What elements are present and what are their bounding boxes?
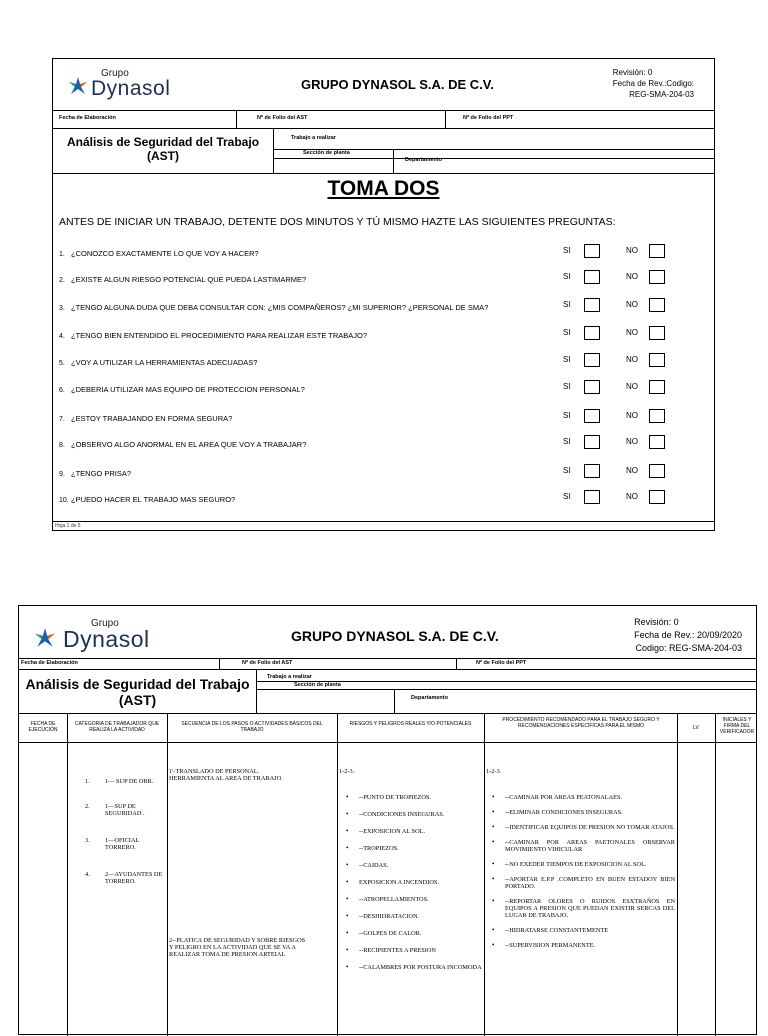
risk-item: • --DESHIDRATACION. (341, 913, 483, 920)
ast-title-line1: Análisis de Seguridad del Trabajo (66, 135, 260, 149)
dynasol-star-icon (67, 75, 89, 97)
question-9 (59, 469, 131, 478)
risk-item: • --RECIPIENTES A PRESION (341, 947, 483, 954)
no-label: NO (626, 466, 638, 475)
logo-grupo-text: Grupo (91, 618, 119, 629)
si-label: SI (563, 300, 571, 309)
logo-grupo-text: Grupo (101, 68, 129, 79)
seccion-label: Sección de planta (294, 682, 341, 688)
question-text: ¿ESTOY TRABAJANDO EN FORMA SEGURA? (71, 414, 233, 423)
risk-item: • --CALAMBRES POR POSTURA INCOMODA (341, 964, 483, 971)
category-number: 4. (85, 871, 90, 878)
procedure-ref: 1-2-3. (486, 768, 502, 775)
si-label: SI (563, 328, 571, 337)
si-checkbox-10[interactable] (584, 490, 600, 504)
header-fecha-ejecucion: FECHA DE EJECUCIÓN (28, 721, 58, 733)
trabajo-label: Trabajo a realizar (291, 135, 336, 141)
procedure-item: • --HIDRATARSE CONSTANTEMENTE (487, 927, 675, 934)
no-checkbox-2[interactable] (649, 270, 665, 284)
risk-item: • --CAIDAS. (341, 862, 483, 869)
si-checkbox-1[interactable] (584, 244, 600, 258)
question-number: 3. (59, 305, 65, 312)
risk-item: • --ATROPELLAMIENTOS. (341, 896, 483, 903)
question-4 (59, 331, 367, 340)
no-label: NO (626, 492, 638, 501)
revision-text: Revisión: 0 (612, 68, 653, 77)
procedure-item: • --IDENTIFICAR EQUIPOS DE PRESION NO TOMAR ATAJOS. (487, 824, 675, 831)
procedure-item: • --CAMINAR POR AREAS PAETONALES OBSERVAR MOVIMIENTO VIHICULAR (487, 839, 675, 853)
category-item (85, 871, 167, 885)
no-label: NO (626, 411, 638, 420)
no-label: NO (626, 300, 638, 309)
si-checkbox-2[interactable] (584, 270, 600, 284)
risk-item: • --PUNTO DE TROPIEZOS. (341, 794, 483, 801)
no-checkbox-1[interactable] (649, 244, 665, 258)
si-checkbox-9[interactable] (584, 464, 600, 478)
question-text: ¿DEBERIA UTILIZAR MAS EQUIPO DE PROTECCION PERSONAL? (71, 385, 305, 394)
procedure-item: • --NO EXEDER TIEMPOS DE EXPOSICION AL SOL. (487, 861, 675, 868)
procedure-item: • --ELIMINAR CONDICIONES INSEGURAS. (487, 809, 675, 816)
no-label: NO (626, 437, 638, 446)
seccion-label: Sección de planta (303, 150, 350, 156)
risk-item: • --EXPOSICION AL SOL. (341, 828, 483, 835)
departamento-label: Departamento (405, 157, 442, 163)
category-number: 1. (85, 778, 90, 785)
si-checkbox-6[interactable] (584, 380, 600, 394)
question-1 (59, 249, 259, 258)
category-text: 1— SUP DE OBR. (105, 778, 154, 785)
folio-ppt-label: Nº de Folio del PPT (476, 660, 527, 666)
departamento-label: Departamento (411, 695, 448, 701)
category-item (85, 778, 167, 785)
category-item (85, 837, 167, 851)
question-number: 6. (59, 387, 65, 394)
no-checkbox-5[interactable] (649, 353, 665, 367)
si-checkbox-4[interactable] (584, 326, 600, 340)
logo-dynasol-text: Dynasol (63, 626, 150, 652)
category-text: 2—AYUDANTES DE TORRERO. (105, 871, 163, 885)
risk-item: • --GOLPES DE CALOR. (341, 930, 483, 937)
question-number: 7. (59, 416, 65, 423)
question-text: ¿TENGO ALGUNA DUDA QUE DEBA CONSULTAR CON: ¿MIS COMPAÑEROS? ¿MI SUPERIOR? ¿PERSONAL DE SMA? (71, 303, 489, 312)
folio-ast-label: Nº de Folio del AST (242, 660, 293, 666)
si-label: SI (563, 492, 571, 501)
question-text: ¿TENGO BIEN ENTENDIDO EL PROCEDIMIENTO PARA REALIZAR ESTE TRABAJO? (71, 331, 368, 340)
question-number: 8. (59, 442, 65, 449)
question-number: 10. (59, 497, 69, 504)
no-checkbox-8[interactable] (649, 435, 665, 449)
procedure-item: • --CAMINAR POR AREAS PEATONALAES. (487, 794, 675, 801)
code-text: Codigo: REG-SMA-204-03 (635, 643, 742, 653)
procedure-item: • --REPORTAR OLORES O RUIDOS ESXTRAÑOS EN EQUIPOS A PRESION QUE PUEDAN EXISTIR SERCAS DEL LUGAR DE TRABAJO. (487, 898, 675, 919)
si-checkbox-5[interactable] (584, 353, 600, 367)
no-checkbox-3[interactable] (649, 298, 665, 312)
question-text: ¿TENGO PRISA? (71, 469, 132, 478)
revision-block (634, 616, 742, 655)
no-checkbox-9[interactable] (649, 464, 665, 478)
category-text: 1—SUP DE SEGURIDAD . (105, 803, 145, 817)
rev-date-text: Fecha de Rev.: 20/09/2020 (634, 630, 742, 640)
risk-ref: 1-2-3. (339, 768, 355, 775)
question-text: ¿CONOZCO EXACTAMENTE LO QUE VOY A HACER? (71, 249, 259, 258)
no-label: NO (626, 355, 638, 364)
category-number: 2. (85, 803, 90, 810)
si-label: SI (563, 382, 571, 391)
no-label: NO (626, 328, 638, 337)
header-verificador: INICIALES Y FIRMA DEL VERIFICADOR (719, 717, 755, 735)
company-name: GRUPO DYNASOL S.A. DE C.V. (291, 628, 499, 644)
no-checkbox-6[interactable] (649, 380, 665, 394)
ast-title (19, 676, 256, 708)
fecha-elaboracion-label: Fecha de Elaboración (59, 115, 116, 121)
category-item (85, 803, 167, 817)
question-6 (59, 385, 305, 394)
si-label: SI (563, 466, 571, 475)
question-10 (59, 495, 235, 504)
no-checkbox-10[interactable] (649, 490, 665, 504)
header-riesgos: RIESGOS Y PELIGROS REALES Y/O POTENCIALES (349, 721, 472, 727)
company-name: GRUPO DYNASOL S.A. DE C.V. (301, 77, 494, 92)
header-lv: LV (693, 725, 699, 731)
si-label: SI (563, 355, 571, 364)
header-categoria: CATEGORIA DE TRABAJADOR QUE REALIZA LA ACTIVIDAD (74, 721, 160, 733)
si-label: SI (563, 272, 571, 281)
question-text: ¿VOY A UTILIZAR LA HERRAMIENTAS ADECUADAS? (71, 358, 258, 367)
question-text: ¿EXISTE ALGUN RIESGO POTENCIAL QUE PUEDA LASTIMARME? (71, 275, 307, 284)
no-label: NO (626, 246, 638, 255)
rev-date-text: Fecha de Rev.:Codigo: (612, 79, 694, 88)
no-label: NO (626, 272, 638, 281)
risk-item: • EXPOSICION A INCENDIOS. (341, 879, 483, 886)
fecha-elaboracion-label: Fecha de Elaboración (21, 660, 78, 666)
ast-title-line1: Análisis de Seguridad del Trabajo (25, 676, 250, 692)
si-checkbox-8[interactable] (584, 435, 600, 449)
no-label: NO (626, 382, 638, 391)
no-checkbox-7[interactable] (649, 409, 665, 423)
risk-item: • --CONDICIONES INSEGURAS. (341, 811, 483, 818)
revision-text: Revisión: 0 (634, 617, 679, 627)
dynasol-star-icon (33, 626, 57, 650)
question-5 (59, 358, 257, 367)
si-checkbox-3[interactable] (584, 298, 600, 312)
procedure-item: • --SUPERVISION PERMANENTE. (487, 942, 675, 949)
revision-block (613, 67, 694, 100)
page-footer: Hoja 1 de 5 (55, 523, 81, 529)
trabajo-label: Trabajo a realizar (267, 674, 312, 680)
question-number: 1. (59, 251, 65, 258)
step-1-text: 1'-TRANSLADO DE PERSONAL. HERRAMIENTA AL AREA DE TRABAJO. (169, 768, 283, 782)
risk-list (341, 794, 483, 971)
si-label: SI (563, 437, 571, 446)
category-number: 3. (85, 837, 90, 844)
question-7 (59, 414, 232, 423)
header-procedimiento: PROCEDIMIENTO RECOMENDADO PARA EL TRABAJO SEGURO Y RECOMENDACIONES ESPECÍFICAS PARA EL MISMO (502, 717, 660, 729)
question-text: ¿OBSERVO ALGO ANORMAL EN EL AREA QUE VOY A TRABAJAR? (71, 440, 307, 449)
ast-title-line2: (AST) (147, 149, 179, 163)
logo-dynasol-text: Dynasol (91, 77, 171, 100)
category-list (85, 778, 167, 885)
ast-title-line2: (AST) (118, 692, 157, 708)
folio-ppt-label: Nº de Folio del PPT (463, 115, 514, 121)
risk-item: • --TROPIEZOS. (341, 845, 483, 852)
toma-dos-title: TOMA DOS (327, 177, 440, 200)
si-checkbox-7[interactable] (584, 409, 600, 423)
folio-ast-label: Nº de Folio del AST (257, 115, 308, 121)
step-2-text: 2--PLATICA DE SEGURIDAD Y SOBRE RIESGOS Y PELIGRO EN LA ACTIVIDAD QUE SE VA A REALIZAR TOMA DE PRESION ARTEIAL (169, 937, 306, 958)
code-text: REG-SMA-204-03 (629, 90, 694, 99)
question-number: 4. (59, 333, 65, 340)
category-text: 1—OFICIAL TORRERO. (105, 837, 140, 851)
intro-text: ANTES DE INICIAR UN TRABAJO, DETENTE DOS MINUTOS Y TÚ MISMO HAZTE LAS SIGUIENTES PREGUNTAS: (59, 216, 616, 228)
procedure-item: • --APORTAR E.P.P .COMPLETO EN BUEN ESTADOY BIEN PORTADO. (487, 876, 675, 890)
toma-dos-form (52, 58, 715, 531)
procedure-list (487, 794, 675, 949)
question-2 (59, 275, 306, 284)
ast-title (53, 135, 273, 163)
question-number: 9. (59, 471, 65, 478)
no-checkbox-4[interactable] (649, 326, 665, 340)
si-label: SI (563, 411, 571, 420)
question-number: 2. (59, 277, 65, 284)
ast-form (18, 605, 757, 1035)
question-3 (59, 303, 488, 312)
si-label: SI (563, 246, 571, 255)
question-text: ¿PUEDO HACER EL TRABAJO MAS SEGURO? (71, 495, 236, 504)
header-secuencia: SECUENCIA DE LOS PASOS O ACTIVIDADES BÁSICOS DEL TRABAJO (181, 721, 323, 733)
question-number: 5. (59, 360, 65, 367)
question-8 (59, 440, 306, 449)
